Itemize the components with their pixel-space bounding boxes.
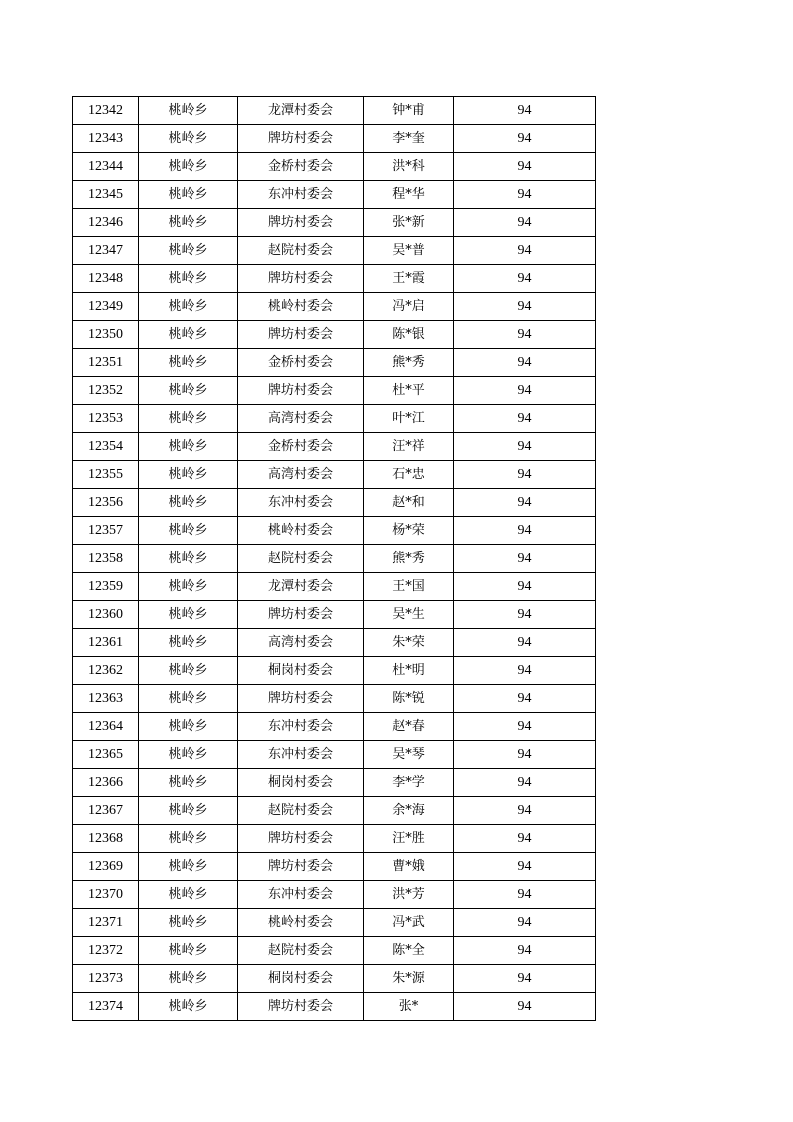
township-cell: 桃岭乡 [139, 489, 238, 517]
name-cell: 赵*春 [364, 713, 454, 741]
village-cell: 牌坊村委会 [238, 853, 364, 881]
id-cell: 12372 [73, 937, 139, 965]
value-cell: 94 [454, 657, 596, 685]
name-cell: 吴*普 [364, 237, 454, 265]
value-cell: 94 [454, 125, 596, 153]
table-row [73, 405, 596, 433]
table-row [73, 97, 596, 125]
id-cell: 12356 [73, 489, 139, 517]
id-cell: 12342 [73, 97, 139, 125]
id-cell: 12370 [73, 881, 139, 909]
value-cell: 94 [454, 909, 596, 937]
value-cell: 94 [454, 377, 596, 405]
name-cell: 汪*祥 [364, 433, 454, 461]
id-cell: 12371 [73, 909, 139, 937]
table-row [73, 209, 596, 237]
value-cell: 94 [454, 713, 596, 741]
village-cell: 赵院村委会 [238, 545, 364, 573]
value-cell: 94 [454, 405, 596, 433]
id-cell: 12346 [73, 209, 139, 237]
table-row [73, 321, 596, 349]
id-cell: 12348 [73, 265, 139, 293]
village-cell: 高湾村委会 [238, 405, 364, 433]
township-cell: 桃岭乡 [139, 993, 238, 1021]
village-cell: 桐岗村委会 [238, 965, 364, 993]
value-cell: 94 [454, 209, 596, 237]
id-cell: 12345 [73, 181, 139, 209]
township-cell: 桃岭乡 [139, 713, 238, 741]
id-cell: 12358 [73, 545, 139, 573]
table-row [73, 825, 596, 853]
id-cell: 12349 [73, 293, 139, 321]
value-cell: 94 [454, 545, 596, 573]
value-cell: 94 [454, 685, 596, 713]
value-cell: 94 [454, 517, 596, 545]
name-cell: 陈*全 [364, 937, 454, 965]
value-cell: 94 [454, 489, 596, 517]
table-row [73, 265, 596, 293]
table-row [73, 909, 596, 937]
township-cell: 桃岭乡 [139, 965, 238, 993]
table-row [73, 685, 596, 713]
village-cell: 桃岭村委会 [238, 517, 364, 545]
name-cell: 陈*银 [364, 321, 454, 349]
id-cell: 12364 [73, 713, 139, 741]
id-cell: 12373 [73, 965, 139, 993]
name-cell: 石*忠 [364, 461, 454, 489]
name-cell: 李*学 [364, 769, 454, 797]
township-cell: 桃岭乡 [139, 209, 238, 237]
village-cell: 牌坊村委会 [238, 993, 364, 1021]
data-table [72, 96, 596, 1021]
township-cell: 桃岭乡 [139, 377, 238, 405]
name-cell: 张* [364, 993, 454, 1021]
table-row [73, 937, 596, 965]
id-cell: 12365 [73, 741, 139, 769]
id-cell: 12357 [73, 517, 139, 545]
name-cell: 赵*和 [364, 489, 454, 517]
value-cell: 94 [454, 237, 596, 265]
table-row [73, 713, 596, 741]
township-cell: 桃岭乡 [139, 685, 238, 713]
village-cell: 牌坊村委会 [238, 265, 364, 293]
table-row [73, 769, 596, 797]
table-row [73, 377, 596, 405]
name-cell: 汪*胜 [364, 825, 454, 853]
table-body [73, 97, 596, 1021]
table-row [73, 741, 596, 769]
id-cell: 12363 [73, 685, 139, 713]
value-cell: 94 [454, 993, 596, 1021]
id-cell: 12354 [73, 433, 139, 461]
village-cell: 牌坊村委会 [238, 825, 364, 853]
township-cell: 桃岭乡 [139, 545, 238, 573]
table-row [73, 489, 596, 517]
id-cell: 12368 [73, 825, 139, 853]
village-cell: 龙潭村委会 [238, 97, 364, 125]
village-cell: 东冲村委会 [238, 181, 364, 209]
name-cell: 王*霞 [364, 265, 454, 293]
name-cell: 朱*源 [364, 965, 454, 993]
id-cell: 12352 [73, 377, 139, 405]
village-cell: 牌坊村委会 [238, 209, 364, 237]
village-cell: 牌坊村委会 [238, 321, 364, 349]
name-cell: 王*国 [364, 573, 454, 601]
value-cell: 94 [454, 461, 596, 489]
name-cell: 杜*明 [364, 657, 454, 685]
value-cell: 94 [454, 265, 596, 293]
table-row [73, 461, 596, 489]
name-cell: 钟*甫 [364, 97, 454, 125]
id-cell: 12347 [73, 237, 139, 265]
township-cell: 桃岭乡 [139, 237, 238, 265]
township-cell: 桃岭乡 [139, 517, 238, 545]
township-cell: 桃岭乡 [139, 405, 238, 433]
village-cell: 赵院村委会 [238, 797, 364, 825]
township-cell: 桃岭乡 [139, 181, 238, 209]
township-cell: 桃岭乡 [139, 321, 238, 349]
township-cell: 桃岭乡 [139, 293, 238, 321]
name-cell: 叶*江 [364, 405, 454, 433]
name-cell: 陈*锐 [364, 685, 454, 713]
name-cell: 熊*秀 [364, 349, 454, 377]
village-cell: 牌坊村委会 [238, 125, 364, 153]
table-row [73, 629, 596, 657]
id-cell: 12343 [73, 125, 139, 153]
id-cell: 12353 [73, 405, 139, 433]
name-cell: 朱*荣 [364, 629, 454, 657]
table-row [73, 573, 596, 601]
township-cell: 桃岭乡 [139, 657, 238, 685]
table-row [73, 881, 596, 909]
village-cell: 赵院村委会 [238, 237, 364, 265]
name-cell: 曹*娥 [364, 853, 454, 881]
village-cell: 桐岗村委会 [238, 769, 364, 797]
village-cell: 牌坊村委会 [238, 685, 364, 713]
id-cell: 12362 [73, 657, 139, 685]
table-row [73, 125, 596, 153]
value-cell: 94 [454, 881, 596, 909]
id-cell: 12351 [73, 349, 139, 377]
village-cell: 高湾村委会 [238, 629, 364, 657]
value-cell: 94 [454, 965, 596, 993]
value-cell: 94 [454, 293, 596, 321]
table-row [73, 657, 596, 685]
id-cell: 12344 [73, 153, 139, 181]
value-cell: 94 [454, 853, 596, 881]
id-cell: 12369 [73, 853, 139, 881]
name-cell: 洪*芳 [364, 881, 454, 909]
table-row [73, 293, 596, 321]
value-cell: 94 [454, 433, 596, 461]
township-cell: 桃岭乡 [139, 153, 238, 181]
name-cell: 冯*武 [364, 909, 454, 937]
township-cell: 桃岭乡 [139, 769, 238, 797]
id-cell: 12374 [73, 993, 139, 1021]
name-cell: 杨*荣 [364, 517, 454, 545]
value-cell: 94 [454, 181, 596, 209]
township-cell: 桃岭乡 [139, 909, 238, 937]
table-row [73, 181, 596, 209]
village-cell: 桐岗村委会 [238, 657, 364, 685]
value-cell: 94 [454, 825, 596, 853]
township-cell: 桃岭乡 [139, 937, 238, 965]
name-cell: 程*华 [364, 181, 454, 209]
value-cell: 94 [454, 629, 596, 657]
village-cell: 高湾村委会 [238, 461, 364, 489]
name-cell: 张*新 [364, 209, 454, 237]
table-row [73, 993, 596, 1021]
value-cell: 94 [454, 601, 596, 629]
table-row [73, 853, 596, 881]
township-cell: 桃岭乡 [139, 97, 238, 125]
name-cell: 李*奎 [364, 125, 454, 153]
township-cell: 桃岭乡 [139, 797, 238, 825]
id-cell: 12350 [73, 321, 139, 349]
township-cell: 桃岭乡 [139, 629, 238, 657]
township-cell: 桃岭乡 [139, 461, 238, 489]
village-cell: 牌坊村委会 [238, 377, 364, 405]
id-cell: 12361 [73, 629, 139, 657]
value-cell: 94 [454, 769, 596, 797]
township-cell: 桃岭乡 [139, 265, 238, 293]
name-cell: 吴*生 [364, 601, 454, 629]
township-cell: 桃岭乡 [139, 349, 238, 377]
township-cell: 桃岭乡 [139, 601, 238, 629]
village-cell: 赵院村委会 [238, 937, 364, 965]
village-cell: 东冲村委会 [238, 741, 364, 769]
value-cell: 94 [454, 153, 596, 181]
table-row [73, 237, 596, 265]
table-row [73, 965, 596, 993]
table-row [73, 601, 596, 629]
table-row [73, 797, 596, 825]
value-cell: 94 [454, 797, 596, 825]
table-row [73, 153, 596, 181]
village-cell: 东冲村委会 [238, 713, 364, 741]
village-cell: 金桥村委会 [238, 349, 364, 377]
township-cell: 桃岭乡 [139, 741, 238, 769]
village-cell: 桃岭村委会 [238, 909, 364, 937]
village-cell: 牌坊村委会 [238, 601, 364, 629]
township-cell: 桃岭乡 [139, 125, 238, 153]
table-row [73, 545, 596, 573]
village-cell: 东冲村委会 [238, 489, 364, 517]
table-row [73, 349, 596, 377]
value-cell: 94 [454, 573, 596, 601]
id-cell: 12355 [73, 461, 139, 489]
township-cell: 桃岭乡 [139, 433, 238, 461]
table-row [73, 517, 596, 545]
township-cell: 桃岭乡 [139, 853, 238, 881]
id-cell: 12366 [73, 769, 139, 797]
id-cell: 12367 [73, 797, 139, 825]
id-cell: 12359 [73, 573, 139, 601]
name-cell: 余*海 [364, 797, 454, 825]
table-row [73, 433, 596, 461]
township-cell: 桃岭乡 [139, 881, 238, 909]
village-cell: 金桥村委会 [238, 153, 364, 181]
name-cell: 熊*秀 [364, 545, 454, 573]
value-cell: 94 [454, 349, 596, 377]
village-cell: 桃岭村委会 [238, 293, 364, 321]
township-cell: 桃岭乡 [139, 825, 238, 853]
id-cell: 12360 [73, 601, 139, 629]
value-cell: 94 [454, 97, 596, 125]
name-cell: 冯*启 [364, 293, 454, 321]
name-cell: 洪*科 [364, 153, 454, 181]
name-cell: 杜*平 [364, 377, 454, 405]
village-cell: 东冲村委会 [238, 881, 364, 909]
township-cell: 桃岭乡 [139, 573, 238, 601]
value-cell: 94 [454, 741, 596, 769]
village-cell: 金桥村委会 [238, 433, 364, 461]
name-cell: 吴*琴 [364, 741, 454, 769]
value-cell: 94 [454, 321, 596, 349]
value-cell: 94 [454, 937, 596, 965]
village-cell: 龙潭村委会 [238, 573, 364, 601]
